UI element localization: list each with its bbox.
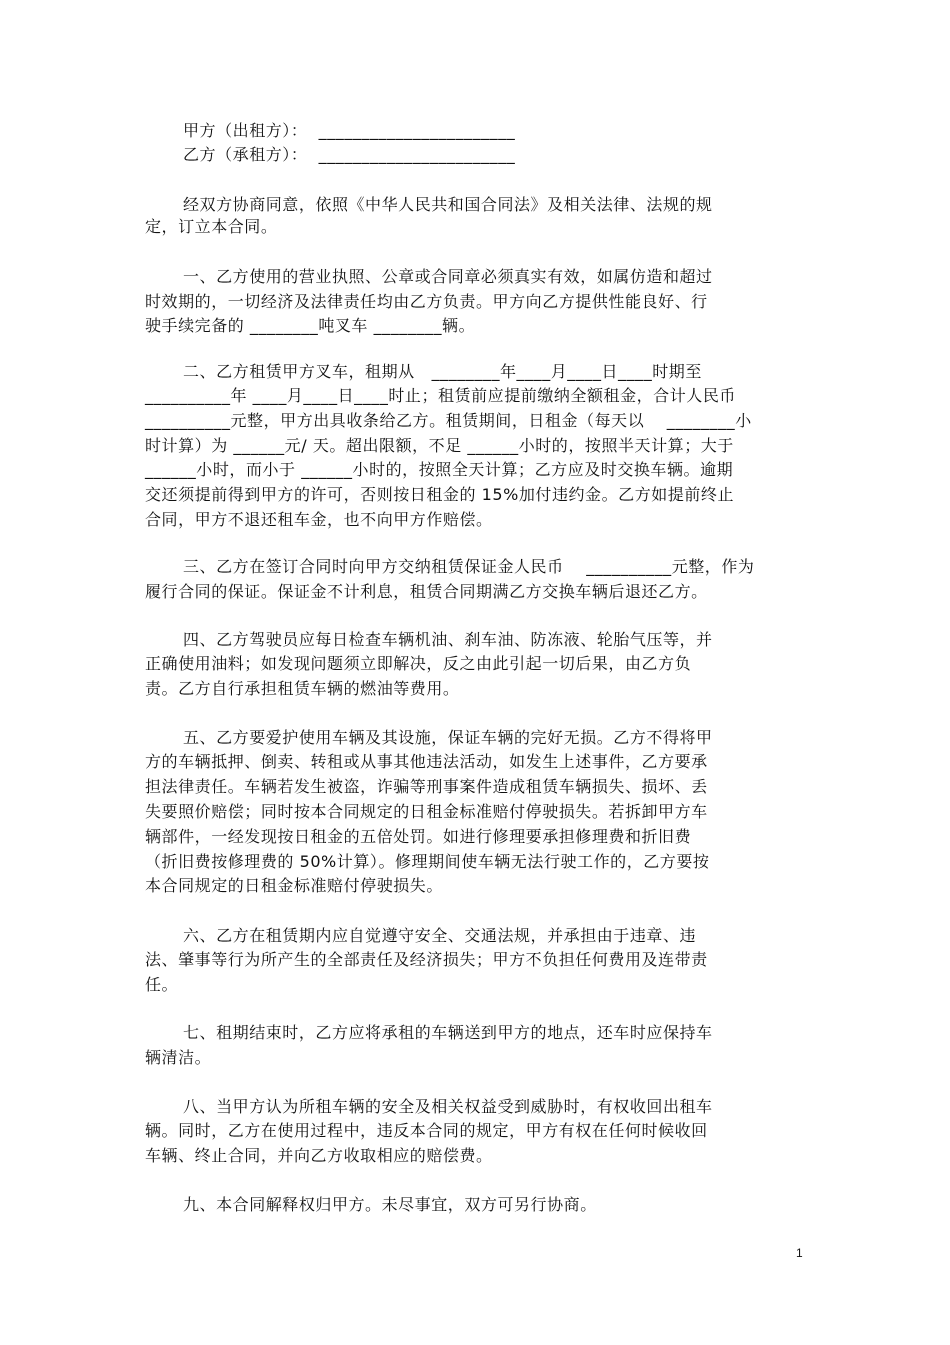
clause-2-line-4: 时计算）为 ______元/ 天。超出限额，不足 ______小时的，按照半天计算；大于 (145, 436, 734, 455)
clause-5-line-1: 五、乙方要爱护使用车辆及其设施，保证车辆的完好无损。乙方不得将甲 (183, 728, 713, 747)
clause-2-line-3: __________元整，甲方出具收条给乙方。租赁期间，日租金（每天以 ________小 (145, 411, 752, 430)
clause-6-line-1: 六、乙方在租赁期内应自觉遵守安全、交通法规，并承担由于违章、违 (183, 926, 697, 945)
page-number: 1 (796, 1246, 803, 1260)
clause-2-line-1: 二、乙方租赁甲方叉车，租期从 ________年____月____日____时期至 (183, 362, 702, 381)
clause-1-line-1: 一、乙方使用的营业执照、公章或合同章必须真实有效，如属仿造和超过 (183, 267, 713, 286)
clause-7-line-2: 辆清洁。 (145, 1048, 212, 1067)
clause-4-line-1: 四、乙方驾驶员应每日检查车辆机油、刹车油、防冻液、轮胎气压等，并 (183, 630, 713, 649)
clause-6-line-3: 任。 (145, 975, 179, 994)
clause-8-line-2: 辆。同时，乙方在使用过程中，违反本合同的规定，甲方有权在任何时候收回 (145, 1121, 708, 1140)
clause-5-line-2: 方的车辆抵押、倒卖、转租或从事其他违法活动，如发生上述事件，乙方要承 (145, 752, 708, 771)
clause-5-line-6: （折旧费按修理费的 50%计算）。修理期间使车辆无法行驶工作的，乙方要按 (145, 852, 710, 871)
preamble-line-1: 经双方协商同意，依照《中华人民共和国合同法》及相关法律、法规的规 (183, 195, 713, 214)
clause-5-line-4: 失要照价赔偿；同时按本合同规定的日租金标准赔付停驶损失。若拆卸甲方车 (145, 802, 708, 821)
clause-8-line-3: 车辆、终止合同，并向乙方收取相应的赔偿费。 (145, 1146, 493, 1165)
clause-3-line-1: 三、乙方在签订合同时向甲方交纳租赁保证金人民币 __________元整，作为 (183, 557, 755, 576)
clause-8-line-1: 八、当甲方认为所租车辆的安全及相关权益受到威胁时，有权收回出租车 (183, 1097, 713, 1116)
clause-2-line-6: 交还须提前得到甲方的许可，否则按日租金的 15%加付违约金。乙方如提前终止 (145, 485, 734, 504)
clause-5-line-3: 担法律责任。车辆若发生被盗，诈骗等刑事案件造成租赁车辆损失、损坏、丢 (145, 777, 708, 796)
clause-2-line-5: ______小时，而小于 ______小时的，按照全天计算；乙方应及时交换车辆。逾期 (145, 460, 734, 479)
party-a-line: 甲方（出租方）： _______________________ (183, 121, 516, 140)
clause-1-line-2: 时效期的，一切经济及法律责任均由乙方负责。甲方向乙方提供性能良好、行 (145, 292, 708, 311)
clause-5-line-7: 本合同规定的日租金标准赔付停驶损失。 (145, 876, 443, 895)
clause-4-line-3: 责。乙方自行承担租赁车辆的燃油等费用。 (145, 679, 460, 698)
preamble-line-2: 定，订立本合同。 (145, 217, 278, 236)
party-b-line: 乙方（承租方）： _______________________ (183, 145, 516, 164)
clause-4-line-2: 正确使用油料；如发现问题须立即解决，反之由此引起一切后果，由乙方负 (145, 654, 692, 673)
clause-7-line-1: 七、租期结束时，乙方应将承租的车辆送到甲方的地点，还车时应保持车 (183, 1023, 713, 1042)
clause-2-line-2: __________年 ____月____日____时止；租赁前应提前缴纳全额租金，合计人民币 (145, 386, 736, 405)
clause-6-line-2: 法、肇事等行为所产生的全部责任及经济损失；甲方不负担任何费用及连带责 (145, 950, 708, 969)
clause-2-line-7: 合同，甲方不退还租车金，也不向甲方作赔偿。 (145, 510, 493, 529)
clause-9-line-1: 九、本合同解释权归甲方。未尽事宜，双方可另行协商。 (183, 1195, 597, 1214)
clause-1-line-3: 驶手续完备的 ________吨叉车 ________辆。 (145, 316, 476, 335)
clause-5-line-5: 辆部件，一经发现按日租金的五倍处罚。如进行修理要承担修理费和折旧费 (145, 827, 692, 846)
clause-3-line-2: 履行合同的保证。保证金不计利息，租赁合同期满乙方交换车辆后退还乙方。 (145, 582, 708, 601)
